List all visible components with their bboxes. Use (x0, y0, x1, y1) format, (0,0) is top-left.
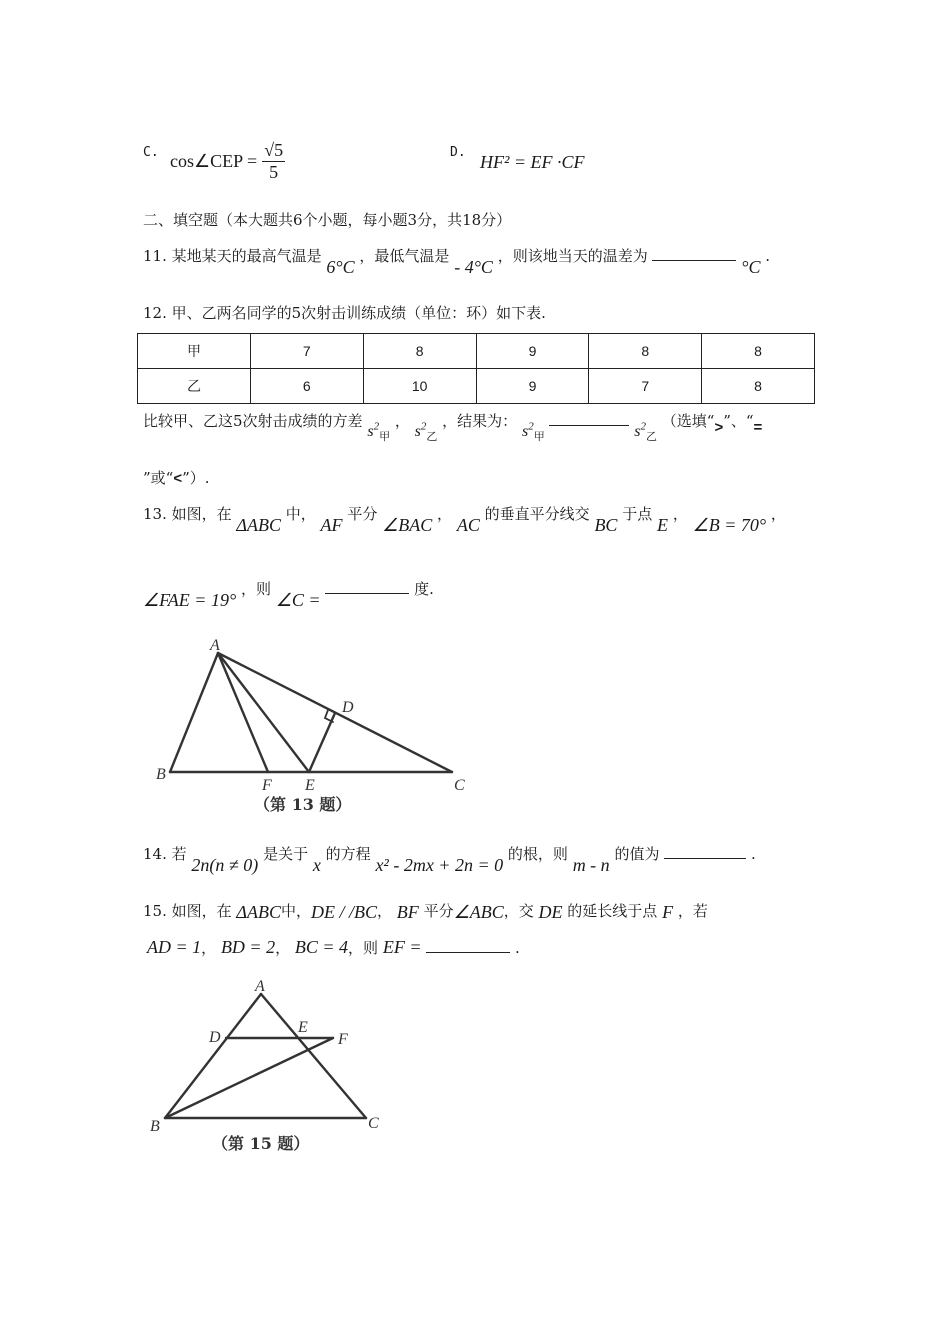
variance-yi: $s^2_乙$ (414, 420, 438, 444)
q12-text-2: ， (394, 412, 410, 430)
q12-gt: > (714, 419, 724, 436)
label-a: A (255, 978, 265, 995)
table-cell: 10 (363, 369, 476, 404)
cos-expression: cos∠CEP = (170, 151, 258, 171)
q11-text-1: 11. 某地某天的最高气温是 (143, 247, 322, 265)
q11-unit: °C (741, 257, 761, 277)
question-12-intro: 12. 甲、乙两名同学的5次射击训练成绩（单位：环）如下表. (143, 304, 546, 322)
q15-comma-2: ， (275, 939, 291, 957)
q11-high-temp: 6°C (326, 257, 355, 277)
q14-end: . (751, 845, 756, 863)
q15-text-6: 的延长线于点 (567, 902, 658, 920)
table-cell: 8 (702, 369, 815, 404)
segment-af: AF (320, 515, 343, 535)
q13-text-8: ， (770, 505, 786, 523)
q15-ef: EF = (382, 937, 422, 957)
q13-text-3: 平分 (347, 505, 378, 523)
q14-text-2: 是关于 (263, 845, 309, 863)
fraction-numerator: √5 (264, 140, 284, 160)
label-b: B (156, 766, 166, 783)
question-13-line-2 (143, 578, 434, 610)
q15-text-1: 15. 如图，在 (143, 902, 232, 920)
line-ae (218, 653, 309, 772)
figure-13-caption: （第 13 题） (254, 795, 352, 814)
q13-text-7: ， (672, 505, 688, 523)
q11-end: . (765, 247, 771, 265)
q14-answer-blank[interactable] (664, 844, 746, 859)
q15-text-7: ，若 (677, 902, 708, 920)
q11-low-temp: - 4°C (454, 257, 493, 277)
q12-text-7: ”）. (182, 469, 210, 487)
q14-m-minus-n: m - n (572, 855, 610, 875)
q15-bf: BF (396, 902, 419, 922)
q14-text-4: 的根，则 (507, 845, 568, 863)
q13-answer-blank[interactable] (325, 579, 409, 594)
q12-text-4: （选填“ (661, 412, 715, 430)
q15-angle-abc: ∠ABC (453, 902, 504, 922)
q15-comma-1: ， (201, 939, 217, 957)
q13-text-4: ， (437, 505, 453, 523)
q15-triangle: ΔABC (236, 902, 281, 922)
label-a: A (210, 637, 220, 654)
angle-bac: ∠BAC (382, 515, 433, 535)
table-row (138, 334, 815, 369)
table-cell: 7 (250, 334, 363, 369)
figure-15-caption: （第 15 题） (212, 1134, 310, 1153)
q11-text-2: ，最低气温是 (359, 247, 450, 265)
q13-text-9: ，则 (240, 580, 271, 598)
q14-root-expression: 2n(n ≠ 0) (191, 855, 259, 875)
q12-text-3: ，结果为： (442, 412, 518, 430)
q12-answer-blank[interactable] (549, 411, 629, 426)
angle-fae: ∠FAE = 19° (143, 590, 237, 610)
score-table (137, 333, 815, 404)
label-f: F (338, 1031, 348, 1048)
question-12-compare (143, 410, 763, 444)
q13-text-1: 13. 如图，在 (143, 505, 232, 523)
option-d-expression: HF² = EF ·CF (480, 152, 585, 172)
table-cell: 7 (589, 369, 702, 404)
line-ab (170, 653, 218, 772)
q14-text-3: 的方程 (325, 845, 371, 863)
table-cell: 乙 (138, 369, 251, 404)
q15-text-4: 平分 (423, 902, 454, 920)
table-cell: 8 (589, 334, 702, 369)
q12-eq: = (753, 419, 763, 436)
variance-jia-2: $s^2_甲$ (521, 420, 545, 444)
angle-c: ∠C = (275, 590, 321, 610)
table-cell: 9 (476, 334, 589, 369)
fraction-denominator: 5 (269, 162, 279, 182)
q15-bd: BD = 2 (220, 937, 276, 957)
option-d-label: D. (450, 145, 466, 160)
question-14 (143, 843, 756, 875)
variance-yi-2: $s^2_乙$ (634, 420, 657, 444)
angle-b: ∠B = 70° (692, 515, 767, 535)
label-d: D (342, 699, 354, 716)
question-13-line-1 (143, 503, 786, 535)
triangle-abc: ΔABC (236, 515, 281, 535)
question-15-line-1 (143, 900, 708, 921)
label-d: D (209, 1029, 221, 1046)
line-ac (261, 994, 366, 1118)
line-af (218, 653, 268, 772)
q15-parallel: DE / /BC (310, 902, 377, 922)
q15-text-5: ，交 (503, 902, 534, 920)
point-e: E (657, 515, 669, 535)
q12-lt: < (173, 470, 183, 487)
q15-text-8: ，则 (348, 939, 379, 957)
table-cell: 8 (702, 334, 815, 369)
q13-text-6: 于点 (622, 505, 653, 523)
table-cell: 8 (363, 334, 476, 369)
q13-text-2: 中， (285, 505, 316, 523)
q11-text-3: ，则该地当天的温差为 (497, 247, 648, 265)
q12-text-5: ”、“ (723, 412, 754, 430)
q15-point-f: F (662, 902, 674, 922)
q12-text-1: 比较甲、乙这5次射击成绩的方差 (143, 412, 363, 430)
q15-de: DE (538, 902, 563, 922)
figure-13 (150, 632, 480, 822)
option-c-label: C. (143, 145, 159, 160)
figure-15 (140, 975, 400, 1160)
q15-ad: AD = 1 (147, 937, 202, 957)
line-ab (165, 994, 261, 1118)
question-11 (143, 245, 771, 277)
table-row (138, 369, 815, 404)
label-e: E (305, 777, 315, 794)
question-12-choices-end (143, 467, 210, 488)
q15-text-3: ， (376, 902, 392, 920)
q13-text-10: 度. (414, 580, 434, 598)
table-cell: 甲 (138, 334, 251, 369)
label-e: E (298, 1019, 308, 1036)
section-heading: 二、填空题（本大题共6个小题，每小题3分，共18分） (143, 211, 512, 229)
q15-end: . (515, 939, 520, 957)
q15-bc: BC = 4 (294, 937, 349, 957)
variable-x: x (312, 855, 321, 875)
q12-text-6: ”或“ (143, 469, 174, 487)
label-f: F (262, 777, 272, 794)
label-b: B (150, 1118, 160, 1135)
q14-text-1: 14. 若 (143, 845, 187, 863)
line-bf (165, 1038, 333, 1118)
question-15-line-2 (147, 937, 520, 958)
segment-ac: AC (456, 515, 480, 535)
table-cell: 6 (250, 369, 363, 404)
label-c: C (368, 1115, 379, 1132)
q11-answer-blank[interactable] (652, 246, 736, 261)
label-c: C (454, 777, 465, 794)
fraction (262, 140, 285, 183)
segment-bc: BC (594, 515, 618, 535)
table-cell: 9 (476, 369, 589, 404)
q15-answer-blank[interactable] (426, 938, 510, 953)
q13-text-5: 的垂直平分线交 (484, 505, 590, 523)
q15-text-2: 中， (280, 902, 311, 920)
option-c-expression (170, 140, 285, 183)
q14-equation: x² - 2mx + 2n = 0 (375, 855, 504, 875)
variance-jia: $s^2_甲$ (367, 420, 391, 444)
q14-text-5: 的值为 (614, 845, 660, 863)
